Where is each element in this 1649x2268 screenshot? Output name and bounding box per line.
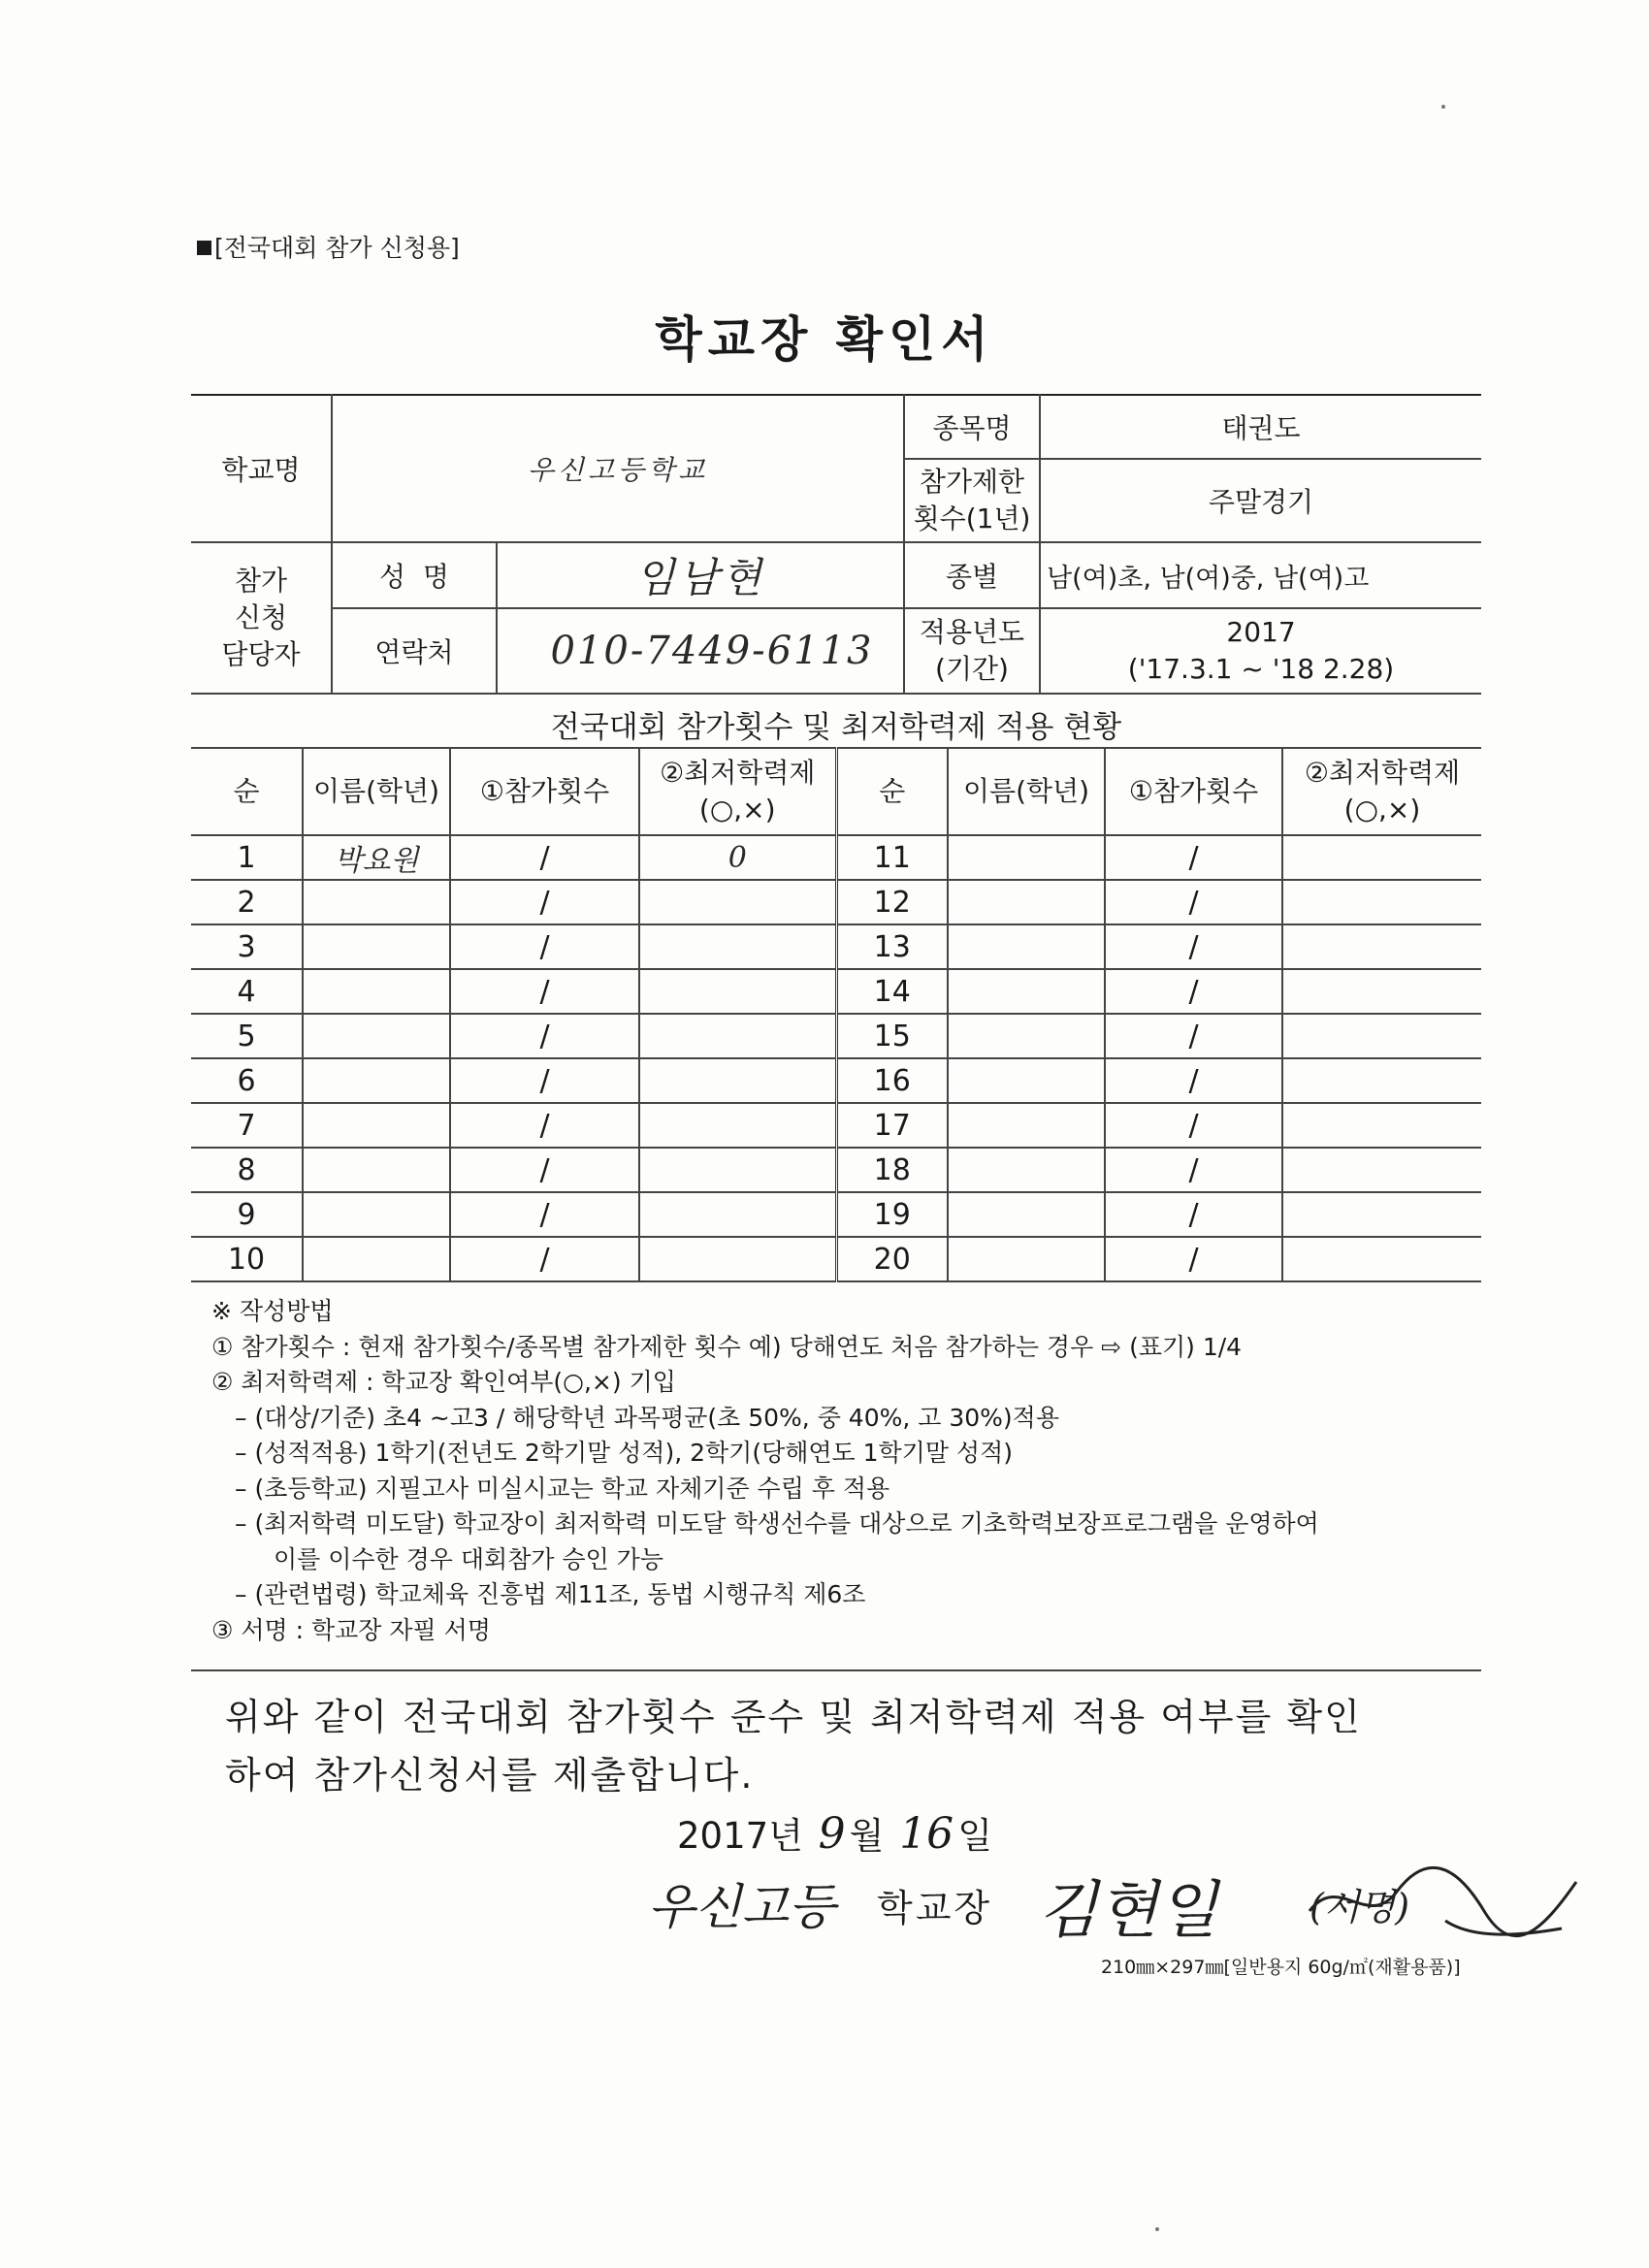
roster-min-cell — [639, 1014, 836, 1058]
table-row — [191, 1148, 1481, 1192]
year-label: 적용년도 (기간) — [904, 608, 1040, 694]
table-row — [191, 1192, 1481, 1237]
roster-min-cell — [1282, 1237, 1481, 1281]
roster-min-cell — [1282, 1103, 1481, 1148]
roster-count-cell: / — [450, 1148, 639, 1192]
roster-min-cell — [639, 969, 836, 1014]
roster-count-cell: / — [1105, 1237, 1282, 1281]
roster-seq-cell: 9 — [191, 1192, 303, 1237]
principal-label: 학교장 — [877, 1887, 993, 1929]
category-label: 종별 — [904, 542, 1040, 608]
speck — [1155, 2227, 1159, 2231]
roster-name-cell — [303, 880, 450, 924]
contact-label: 연락처 — [332, 608, 497, 694]
table-row — [191, 1103, 1481, 1148]
category-value: 남(여)초, 남(여)중, 남(여)고 — [1040, 542, 1481, 608]
year-value: 2017 ('17.3.1 ~ '18 2.28) — [1040, 608, 1481, 694]
roster-min-cell — [639, 924, 836, 969]
roster-seq-cell: 10 — [191, 1237, 303, 1281]
roster-name-cell — [948, 1237, 1105, 1281]
paper-spec: 210㎜×297㎜[일반용지 60g/㎡(재활용품)] — [1101, 1957, 1461, 1978]
min-header: ②최저학력제 (○,×) — [1282, 748, 1481, 835]
roster-min-cell — [639, 1103, 836, 1148]
roster-count-cell: / — [1105, 924, 1282, 969]
school-name-handwritten: 우신고등 — [648, 1879, 836, 1935]
roster-seq-cell: 20 — [836, 1237, 948, 1281]
roster-min-cell — [1282, 969, 1481, 1014]
roster-name-cell — [948, 1192, 1105, 1237]
note-line: – (최저학력 미도달) 학교장이 최저학력 미도달 학생선수를 대상으로 기초학력보장프로그램을 운영하여 — [235, 1509, 1319, 1538]
confirmation-statement: 위와 같이 전국대회 참가횟수 준수 및 최저학력제 적용 여부를 확인 하여 참가신청서를 제출합니다. — [225, 1696, 1362, 1797]
roster-name-cell — [948, 1103, 1105, 1148]
roster-table — [191, 747, 1481, 1282]
submission-date: 2017년 9 월 16 일 — [677, 1809, 992, 1859]
count-header: ①참가횟수 — [450, 748, 639, 835]
table-row — [191, 969, 1481, 1014]
roster-seq-cell: 6 — [191, 1058, 303, 1103]
roster-count-cell: / — [1105, 835, 1282, 880]
table-row — [191, 835, 1481, 880]
roster-count-cell: / — [450, 1058, 639, 1103]
roster-count-cell: / — [450, 835, 639, 880]
roster-count-cell: / — [450, 924, 639, 969]
roster-count-cell: / — [1105, 880, 1282, 924]
principal-name-handwritten: 김현일 — [1038, 1875, 1218, 1947]
roster-count-cell: / — [1105, 1148, 1282, 1192]
applicant-label: 참가 신청 담당자 — [191, 542, 332, 694]
writing-instructions — [211, 1294, 1492, 1648]
count-header: ①참가횟수 — [1105, 748, 1282, 835]
roster-min-cell: 0 — [639, 835, 836, 880]
roster-name-cell — [948, 924, 1105, 969]
note-line: – (대상/기준) 초4 ~고3 / 해당학년 과목평균(초 50%, 중 40%, 고 30%)적용 — [235, 1403, 1059, 1432]
roster-min-cell — [1282, 880, 1481, 924]
roster-count-cell: / — [450, 1237, 639, 1281]
roster-min-cell — [639, 1058, 836, 1103]
table-row — [191, 924, 1481, 969]
roster-seq-cell: 12 — [836, 880, 948, 924]
table-row — [191, 1237, 1481, 1281]
roster-seq-cell: 1 — [191, 835, 303, 880]
name-label: 성 명 — [332, 542, 497, 608]
roster-count-cell: / — [1105, 1058, 1282, 1103]
school-label: 학교명 — [191, 395, 332, 542]
roster-seq-cell: 15 — [836, 1014, 948, 1058]
contact-value: 010-7449-6113 — [497, 608, 904, 694]
table-row — [191, 1058, 1481, 1103]
speck — [1441, 105, 1445, 109]
roster-count-cell: / — [1105, 1192, 1282, 1237]
roster-name-cell — [948, 835, 1105, 880]
roster-min-cell — [1282, 924, 1481, 969]
roster-count-cell: / — [1105, 969, 1282, 1014]
roster-name-cell — [948, 1058, 1105, 1103]
roster-name-cell — [948, 1014, 1105, 1058]
roster-min-cell — [639, 1148, 836, 1192]
limit-label: 참가제한 횟수(1년) — [904, 459, 1040, 542]
info-table — [191, 394, 1481, 695]
note-line: ③ 서명 : 학교장 자필 서명 — [211, 1615, 491, 1644]
roster-count-cell: / — [450, 969, 639, 1014]
roster-name-cell: 박요원 — [303, 835, 450, 880]
roster-count-cell: / — [450, 880, 639, 924]
note-line: ※ 작성방법 — [211, 1297, 334, 1325]
roster-seq-cell: 5 — [191, 1014, 303, 1058]
roster-min-cell — [1282, 1014, 1481, 1058]
roster-min-cell — [639, 880, 836, 924]
name-header: 이름(학년) — [948, 748, 1105, 835]
roster-name-cell — [948, 1148, 1105, 1192]
square-bullet-icon — [197, 241, 211, 255]
roster-count-cell: / — [1105, 1014, 1282, 1058]
min-header: ②최저학력제 (○,×) — [639, 748, 836, 835]
roster-count-cell: / — [450, 1103, 639, 1148]
roster-name-cell — [303, 969, 450, 1014]
note-line: 이를 이수한 경우 대회참가 승인 가능 — [274, 1544, 663, 1573]
roster-min-cell — [1282, 1058, 1481, 1103]
roster-name-cell — [303, 1058, 450, 1103]
name-value: 임남현 — [497, 542, 904, 608]
roster-min-cell — [639, 1237, 836, 1281]
roster-name-cell — [948, 880, 1105, 924]
signature-scribble — [1300, 1843, 1591, 1950]
roster-seq-cell: 13 — [836, 924, 948, 969]
roster-seq-cell: 17 — [836, 1103, 948, 1148]
roster-seq-cell: 11 — [836, 835, 948, 880]
school-value: 우신고등학교 — [332, 395, 904, 542]
note-line: – (관련법령) 학교체육 진흥법 제11조, 동법 시행규칙 제6조 — [235, 1580, 866, 1608]
roster-count-cell: / — [450, 1192, 639, 1237]
section-title: 전국대회 참가횟수 및 최저학력제 적용 현황 — [550, 710, 1122, 745]
note-line: ① 참가횟수 : 현재 참가횟수/종목별 참가제한 횟수 예) 당해연도 처음 참가하는 경우 ⇨ (표기) 1/4 — [211, 1332, 1243, 1361]
roster-count-cell: / — [450, 1014, 639, 1058]
note-line: – (초등학교) 지필고사 미실시교는 학교 자체기준 수립 후 적용 — [235, 1474, 890, 1503]
roster-min-cell — [1282, 1148, 1481, 1192]
limit-value: 주말경기 — [1040, 459, 1481, 542]
name-header: 이름(학년) — [303, 748, 450, 835]
roster-seq-cell: 18 — [836, 1148, 948, 1192]
roster-name-cell — [303, 1103, 450, 1148]
document-title: 학교장 확인서 — [655, 311, 994, 368]
roster-min-cell — [1282, 1192, 1481, 1237]
roster-seq-cell: 19 — [836, 1192, 948, 1237]
event-value: 태권도 — [1040, 395, 1481, 459]
roster-seq-cell: 7 — [191, 1103, 303, 1148]
roster-seq-cell: 16 — [836, 1058, 948, 1103]
table-row — [191, 880, 1481, 924]
roster-seq-cell: 14 — [836, 969, 948, 1014]
seq-header: 순 — [191, 748, 303, 835]
roster-min-cell — [1282, 835, 1481, 880]
roster-min-cell — [639, 1192, 836, 1237]
seq-header: 순 — [836, 748, 948, 835]
roster-name-cell — [948, 969, 1105, 1014]
form-tag: [전국대회 참가 신청용] — [197, 229, 460, 264]
note-line: ② 최저학력제 : 학교장 확인여부(○,×) 기입 — [211, 1368, 676, 1396]
note-line: – (성적적용) 1학기(전년도 2학기말 성적), 2학기(당해연도 1학기말 성적) — [235, 1439, 1013, 1467]
roster-name-cell — [303, 1148, 450, 1192]
divider — [191, 1669, 1481, 1671]
signature-mark: (서명) — [1310, 1886, 1410, 1928]
event-label: 종목명 — [904, 395, 1040, 459]
roster-seq-cell: 3 — [191, 924, 303, 969]
roster-name-cell — [303, 1192, 450, 1237]
roster-seq-cell: 2 — [191, 880, 303, 924]
table-row — [191, 1014, 1481, 1058]
roster-seq-cell: 8 — [191, 1148, 303, 1192]
roster-name-cell — [303, 924, 450, 969]
roster-count-cell: / — [1105, 1103, 1282, 1148]
roster-name-cell — [303, 1237, 450, 1281]
roster-name-cell — [303, 1014, 450, 1058]
roster-seq-cell: 4 — [191, 969, 303, 1014]
